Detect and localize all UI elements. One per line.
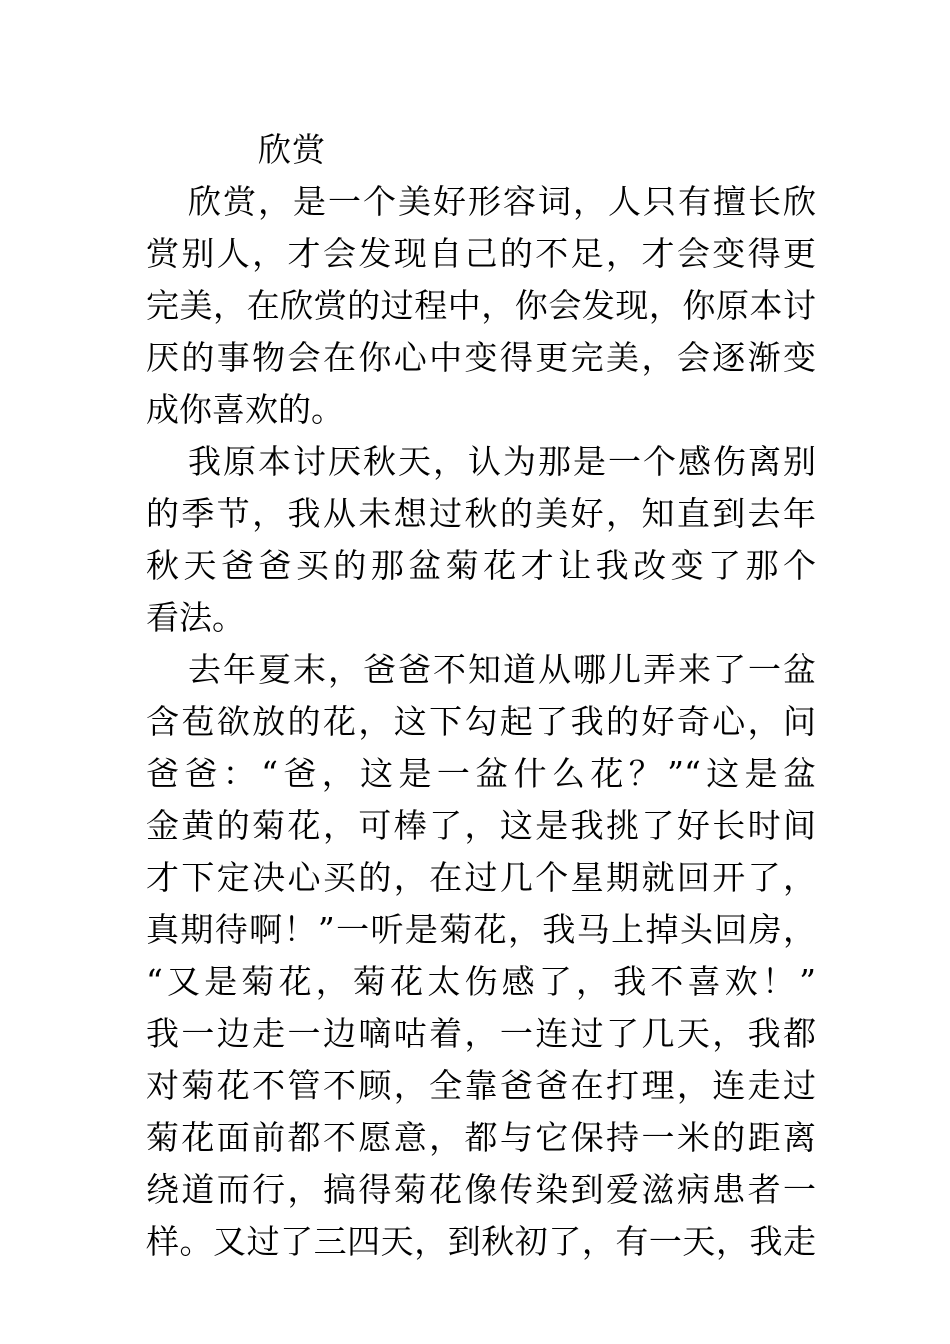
- text-line: 我一边走一边嘀咕着，一连过了几天，我都: [146, 1014, 816, 1053]
- text-line: 含苞欲放的花，这下勾起了我的好奇心，问: [146, 702, 816, 741]
- text-line: “又是菊花，菊花太伤感了，我不喜欢！”: [146, 962, 816, 1001]
- text-line: 秋天爸爸买的那盆菊花才让我改变了那个: [146, 546, 816, 585]
- text-line: 样。又过了三四天，到秋初了，有一天，我走: [146, 1222, 816, 1261]
- text-line: 厌的事物会在你心中变得更完美，会逐渐变: [146, 338, 816, 377]
- document-title: 欣赏: [258, 130, 326, 169]
- text-line: 才下定决心买的，在过几个星期就回开了，: [146, 858, 816, 897]
- text-line: 去年夏末，爸爸不知道从哪儿弄来了一盆: [188, 650, 816, 689]
- text-line: 对菊花不管不顾，全靠爸爸在打理，连走过: [146, 1066, 816, 1105]
- text-line: 的季节，我从未想过秋的美好，知直到去年: [146, 494, 816, 533]
- text-line: 我原本讨厌秋天，认为那是一个感伤离别: [188, 442, 816, 481]
- text-line: 欣赏，是一个美好形容词，人只有擅长欣: [188, 182, 816, 221]
- text-line: 金黄的菊花，可棒了，这是我挑了好长时间: [146, 806, 816, 845]
- text-line: 菊花面前都不愿意，都与它保持一米的距离: [146, 1118, 816, 1157]
- text-line: 真期待啊！”一听是菊花，我马上掉头回房，: [146, 910, 816, 949]
- text-line: 爸爸：“爸，这是一盆什么花？”“这是盆: [146, 754, 816, 793]
- text-line: 成你喜欢的。: [146, 390, 344, 429]
- text-line: 完美，在欣赏的过程中，你会发现，你原本讨: [146, 286, 816, 325]
- text-line: 赏别人，才会发现自己的不足，才会变得更: [146, 234, 816, 273]
- text-line: 看法。: [146, 598, 245, 637]
- text-line: 绕道而行，搞得菊花像传染到爱滋病患者一: [146, 1170, 816, 1209]
